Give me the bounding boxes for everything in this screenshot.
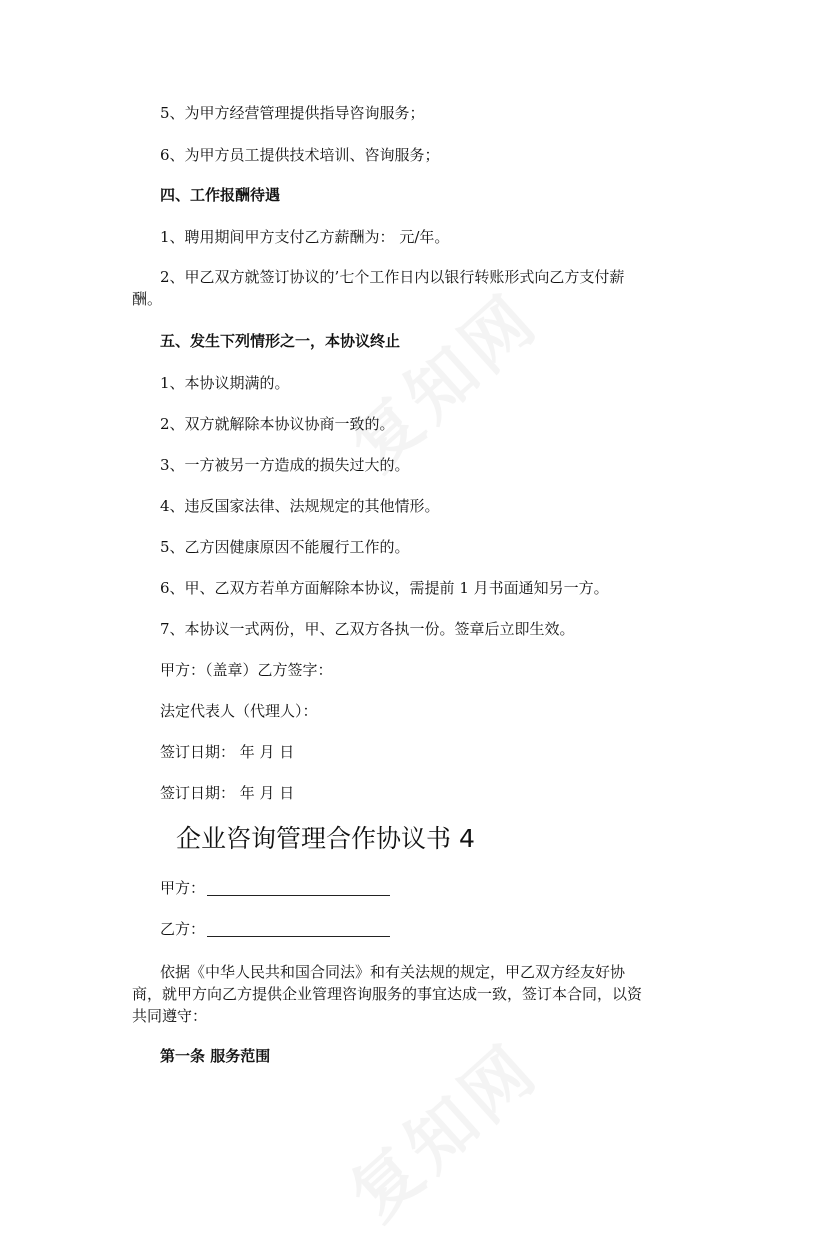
- section5-heading: 五、发生下列情形之一，本协议终止: [160, 332, 401, 350]
- intro-paragraph-line-2: 商，就甲方向乙方提供企业管理咨询服务的事宜达成一致，签订本合同，以资: [132, 985, 643, 1003]
- party-a-blank: [207, 879, 390, 896]
- intro-paragraph-line-3: 共同遵守：: [132, 1007, 208, 1025]
- section5-item-7: 7、本协议一式两份，甲、乙双方各执一份。签章后立即生效。: [160, 620, 575, 638]
- watermark: 复知网: [336, 279, 554, 487]
- section5-item-5: 5、乙方因健康原因不能履行工作的。: [160, 538, 410, 556]
- section5-item-2: 2、双方就解除本协议协商一致的。: [160, 415, 395, 433]
- party-a-label: 甲方：: [160, 879, 206, 897]
- section5-item-1: 1、本协议期满的。: [160, 374, 290, 392]
- section4-item-2-cont: 酬。: [132, 290, 163, 308]
- section5-item-4: 4、违反国家法律、法规规定的其他情形。: [160, 497, 440, 515]
- article-1-heading: 第一条 服务范围: [160, 1047, 271, 1065]
- party-b-field: [160, 919, 390, 939]
- party-b-label: 乙方：: [160, 920, 206, 938]
- service-item-5: 5、为甲方经营管理提供指导咨询服务；: [160, 104, 425, 122]
- party-a-field: [160, 878, 390, 898]
- section5-item-6: 6、甲、乙双方若单方面解除本协议，需提前 1 月书面通知另一方。: [160, 579, 609, 597]
- intro-paragraph-line-1: 依据《中华人民共和国合同法》和有关法规的规定，甲乙双方经友好协: [160, 963, 626, 981]
- signature-date-2: 签订日期： 年 月 日: [160, 784, 295, 802]
- section5-item-3: 3、一方被另一方造成的损失过大的。: [160, 456, 410, 474]
- section4-item-2: 2、甲乙双方就签订协议的’七个工作日内以银行转账形式向乙方支付薪: [160, 268, 625, 286]
- signature-party-a: 甲方：（盖章）乙方签字：: [160, 661, 333, 679]
- section4-item-1: 1、聘用期间甲方支付乙方薪酬为： 元/年。: [160, 228, 450, 246]
- document-title: 企业咨询管理合作协议书 4: [176, 824, 475, 853]
- section4-heading: 四、工作报酬待遇: [160, 186, 281, 204]
- signature-date-1: 签订日期： 年 月 日: [160, 743, 295, 761]
- service-item-6: 6、为甲方员工提供技术培训、咨询服务；: [160, 146, 440, 164]
- watermark-lower: 复知网: [336, 1029, 554, 1237]
- party-b-blank: [207, 920, 390, 937]
- signature-legal-rep: 法定代表人（代理人）：: [160, 702, 318, 720]
